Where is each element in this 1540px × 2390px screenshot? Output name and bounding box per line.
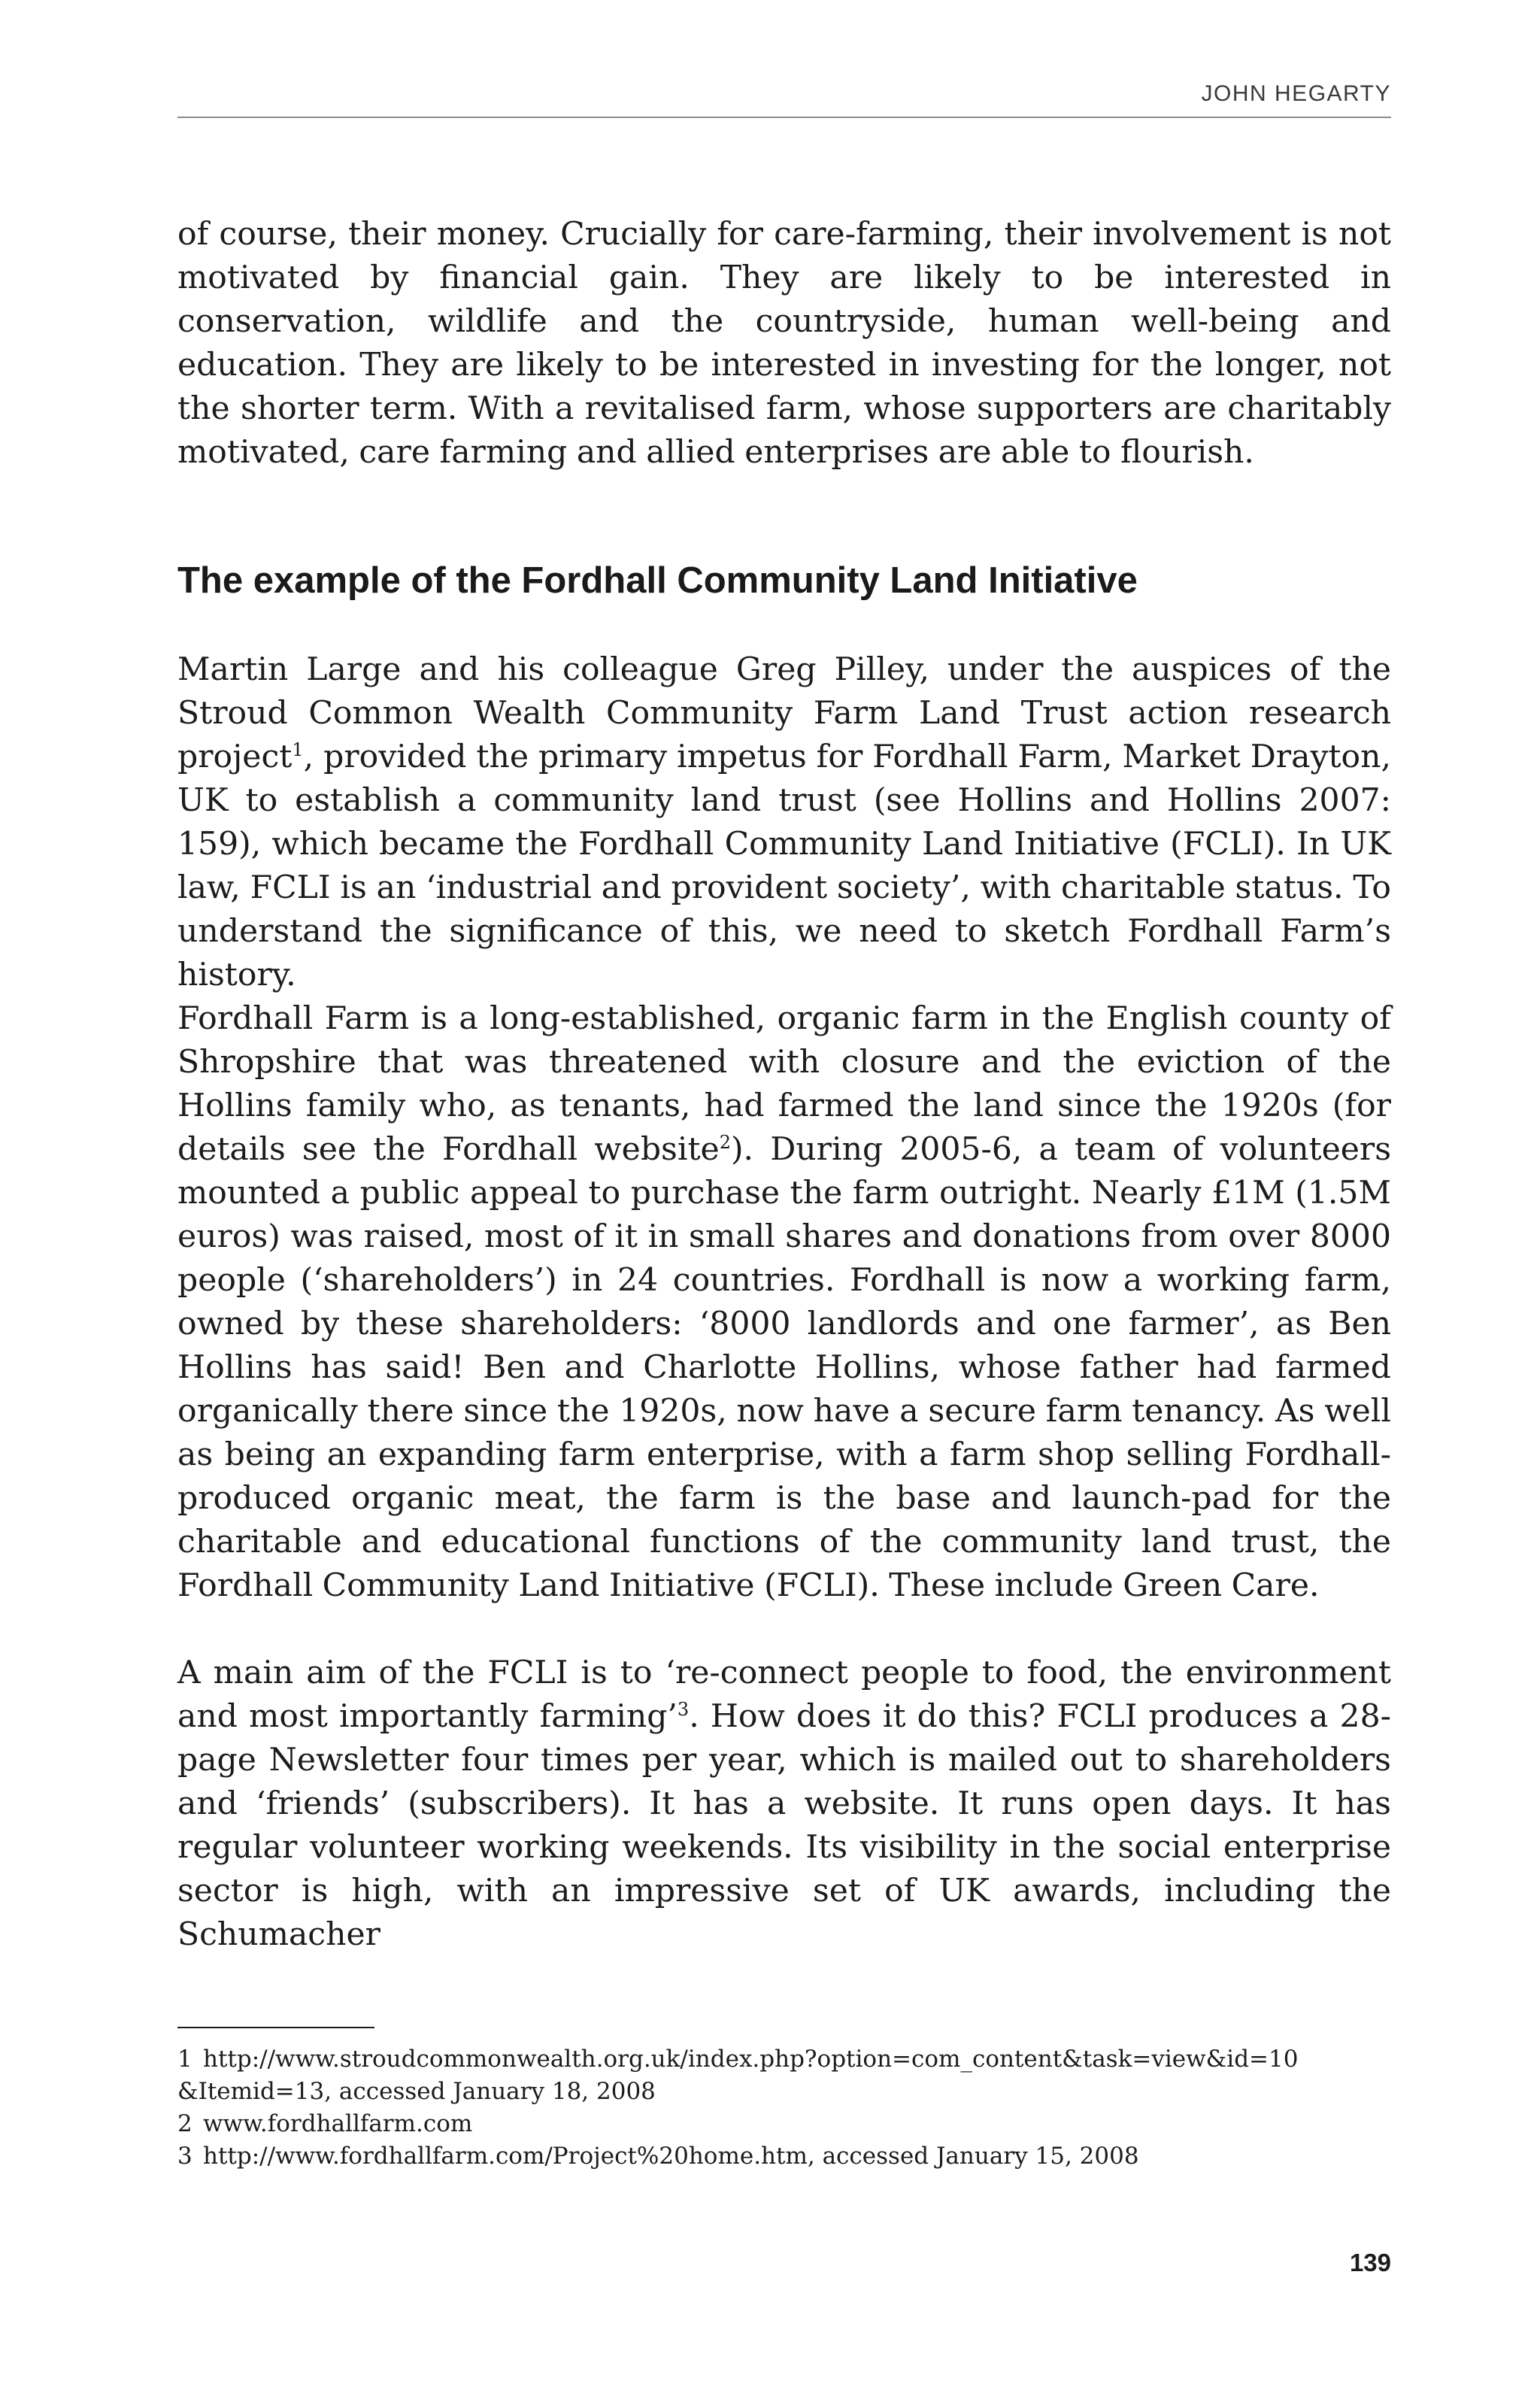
paragraph-text: Fordhall Farm is a long-established, organic farm in the English county of Shropshire that was threatened with closure and the eviction of the Hollins family who, as tenants, had farmed the land since the 1920s (for details see the Fordhall website xyxy=(177,1000,1391,1168)
footnote-number: 3 xyxy=(177,2143,192,2170)
header-rule xyxy=(177,117,1391,118)
paragraph-text: . How does it do this? FCLI produces a 28-page Newsletter four times per year, which is mailed out to shareholders and ‘friends’ (subscribers). It has a website. It runs open days. It has regular volunteer working weekends. Its visibility in the social enterprise sector is high, with an impressive set of UK awards, including the Schumacher xyxy=(177,1698,1391,1953)
footnote-2 xyxy=(177,2108,1391,2140)
footnote-number: 2 xyxy=(177,2110,192,2137)
footnote-reference-1: 1 xyxy=(292,739,304,760)
footnotes xyxy=(177,2043,1391,2173)
footnote-url[interactable]: http://www.stroudcommonwealth.org.uk/index.php?option=com_content&task=view&id=10 xyxy=(203,2046,1299,2073)
page-number: 139 xyxy=(1349,2249,1391,2276)
footnote-number: 1 xyxy=(177,2046,192,2073)
footnote-3 xyxy=(177,2140,1391,2173)
body-paragraph-2 xyxy=(177,997,1391,1608)
paragraph-text: Martin Large and his colleague Greg Pilley, under the auspices of the Stroud Common Wealth Community Farm Land Trust action research project xyxy=(177,651,1391,775)
paragraph-text: ). During 2005-6, a team of volunteers mounted a public appeal to purchase the farm outright. Nearly £1M (1.5M euros) was raised, most of it in small shares and donations from over 8000 people (‘shareholders’) in 24 countries. Fordhall is now a working farm, owned by these shareholders: ‘8000 landlords and one farmer’, as Ben Hollins has said! Ben and Charlotte Hollins, whose father had farmed organically there since the 1920s, now have a secure farm tenancy. As well as being an expanding farm enterprise, with a farm shop selling Fordhall-produced organic meat, the farm is the base and launch-pad for the charitable and educational functions of the community land trust, the Fordhall Community Land Initiative (FCLI). These include Green Care. xyxy=(177,1131,1392,1604)
body-paragraph-1 xyxy=(177,648,1391,997)
footnote-reference-3: 3 xyxy=(677,1698,690,1720)
footnote-url[interactable]: www.fordhallfarm.com xyxy=(203,2110,473,2137)
footnote-text: &Itemid=13, accessed January 18, 2008 xyxy=(177,2078,656,2105)
intro-paragraph: of course, their money. Crucially for care-farming, their involvement is not motivated by financial gain. They are likely to be interested in conservation, wildlife and the countryside, human well-being and education. They are likely to be interested in investing for the longer, not the shorter term. With a revitalised farm, whose supporters are charitably motivated, care farming and allied enterprises are able to flourish. xyxy=(177,216,1391,471)
paragraph-text: A main aim of the FCLI is to ‘re-connect people to food, the environment and most importantly farming’ xyxy=(177,1654,1391,1735)
footnote-1-continuation xyxy=(177,2076,1391,2108)
section-heading: The example of the Fordhall Community Land Initiative xyxy=(177,560,1138,601)
paragraph-text: , provided the primary impetus for Fordhall Farm, Market Drayton, UK to establish a community land trust (see Hollins and Hollins 2007: 159), which became the Fordhall Community Land Initiative (FCLI). In UK law, FCLI is an ‘industrial and provident society’, with charitable status. To understand the significance of this, we need to sketch Fordhall Farm’s history. xyxy=(177,739,1391,993)
footnote-reference-2: 2 xyxy=(719,1131,731,1153)
body-paragraph-3 xyxy=(177,1651,1391,1957)
footnote-1 xyxy=(177,2043,1391,2076)
footnote-rule xyxy=(177,2027,374,2028)
footnote-url[interactable]: http://www.fordhallfarm.com/Project%20home.htm, accessed January 15, 2008 xyxy=(203,2143,1139,2170)
running-head: JOHN HEGARTY xyxy=(1201,81,1391,106)
